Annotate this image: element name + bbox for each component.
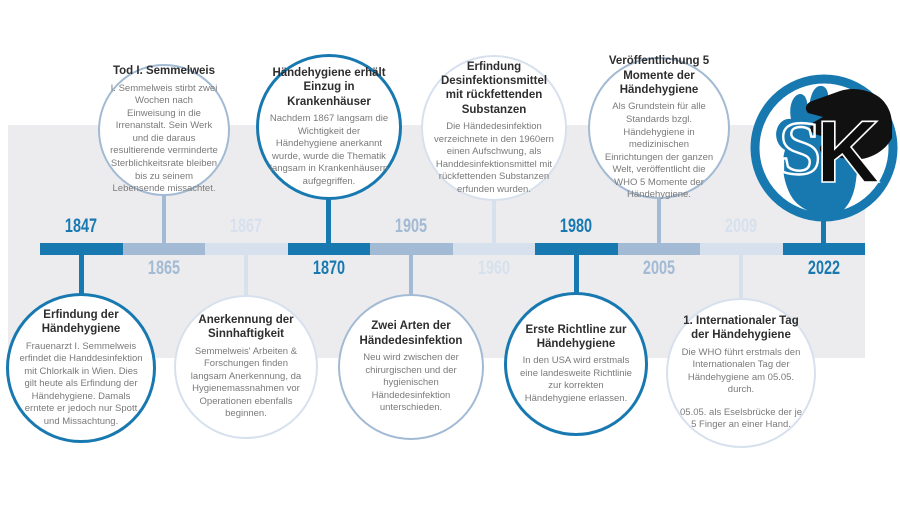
event-body: Frauenarzt I. Semmelweis erfindet die Handdesinfektion mit Chlorkalk in Wien. Dies gilt heute als Erfindung der Händehygiene. Damals erntete er jedoch nur Spott und Missachtung.	[19, 340, 143, 427]
event-title: 1. Internationaler Tag der Händehygiene	[683, 315, 799, 342]
event-title: Erste Richtline zur Händehygiene	[525, 323, 627, 350]
event-body: In den USA wird erstmals eine landesweite Richtlinie zur korrekten Händehygiene erlassen.	[520, 355, 632, 404]
timeline-segment-1870	[288, 243, 371, 255]
timeline-segment-1960	[453, 243, 536, 255]
year-label-1865: 1865	[147, 258, 181, 279]
timeline-segment-2005	[618, 243, 701, 255]
connector-1847	[79, 252, 84, 297]
event-circle-tod-semmelweis	[98, 64, 230, 196]
event-body: Die Händedesinfektion verzeichnete in den 1960ern einen Aufschwung, als Handdesinfektionsmittel mit rückfettenden Substanzen erfunden wurden.	[434, 121, 554, 195]
event-circle-erste-richtlinie	[504, 292, 648, 436]
event-circle-erfindung-haendehygiene	[6, 293, 156, 443]
sk-hands-logo	[744, 68, 900, 228]
year-label-2005: 2005	[642, 258, 676, 279]
logo-graphic	[744, 68, 900, 228]
event-body: Als Grundstein für alle Standards bzgl. Händehygiene in medizinischen Einrichtungen der ganzen Welt, veröffentlicht die WHO 5 Momente der Händehygiene.	[604, 101, 714, 201]
event-circle-zwei-arten	[338, 294, 484, 440]
event-title: Tod I. Semmelweis	[112, 65, 216, 78]
event-circle-anerkennung	[174, 295, 318, 439]
logo-letter-k: K	[816, 102, 880, 201]
event-title: Zwei Arten der Händedesinfektion	[359, 320, 463, 347]
event-circle-desinfektionsmittel	[421, 55, 567, 201]
year-label-1867: 1867	[229, 216, 263, 237]
event-body-2: 05.05. als Eselsbrücke der je 5 Finger an einer Hand.	[680, 406, 802, 431]
year-label-1870: 1870	[312, 258, 346, 279]
year-label-2009: 2009	[724, 216, 758, 237]
year-label-1905: 1905	[394, 216, 428, 237]
year-label-1960: 1960	[477, 258, 511, 279]
event-title: Händehygiene erhält Einzug in Krankenhäuser	[272, 66, 386, 108]
event-circle-5-momente	[588, 57, 730, 199]
connector-1867	[244, 252, 248, 299]
event-body: Die WHO führt erstmals den Internationalen Tag der Händehygiene am 05.05. durch.	[681, 346, 801, 396]
event-title: Anerkennung der Sinnhaftigkeit	[198, 314, 294, 341]
year-label-1847: 1847	[64, 216, 98, 237]
connector-1980	[574, 252, 579, 296]
connector-1865	[162, 190, 166, 243]
connector-1905	[409, 252, 413, 298]
event-circle-einzug-krankenhaeuser	[256, 54, 402, 200]
event-circle-internationaler-tag	[666, 298, 816, 448]
timeline-segment-2022	[783, 243, 866, 255]
event-body: Neu wird zwischen der chirurgischen und der hygienischen Händedesinfektion unterschieden.	[363, 352, 459, 414]
year-label-1980: 1980	[559, 216, 593, 237]
logo-letter-s: S	[778, 107, 822, 191]
event-title: Erfindung der Händehygiene	[41, 308, 121, 336]
timeline-segment-1865	[123, 243, 206, 255]
event-body: Nachdem 1867 langsam die Wichtigkeit der Händehygiene anerkannt wurde, wurde die Thematik langsam in Krankenhäusern aufgegriffen.	[269, 112, 389, 187]
year-label-2022: 2022	[807, 258, 841, 279]
event-title: Veröffentlichung 5 Momente der Händehygiene	[608, 55, 710, 97]
event-body: I. Semmelweis stirbt zwei Wochen nach Einweisung in die Irrenanstalt. Sein Werk und die daraus resultierende verminderte Sterblichkeitsrate bleiben bis zu seinem Lebensende missachtet.	[110, 82, 218, 195]
event-title: Erfindung Desinfektionsmittel mit rückfettenden Substanzen	[440, 60, 548, 116]
event-body: Semmelweis' Arbeiten & Forschungen finden langsam Anerkennung, da Hygienemassnahmen vor Operationen ebenfalls beginnen.	[190, 345, 302, 420]
connector-2009	[739, 252, 743, 302]
